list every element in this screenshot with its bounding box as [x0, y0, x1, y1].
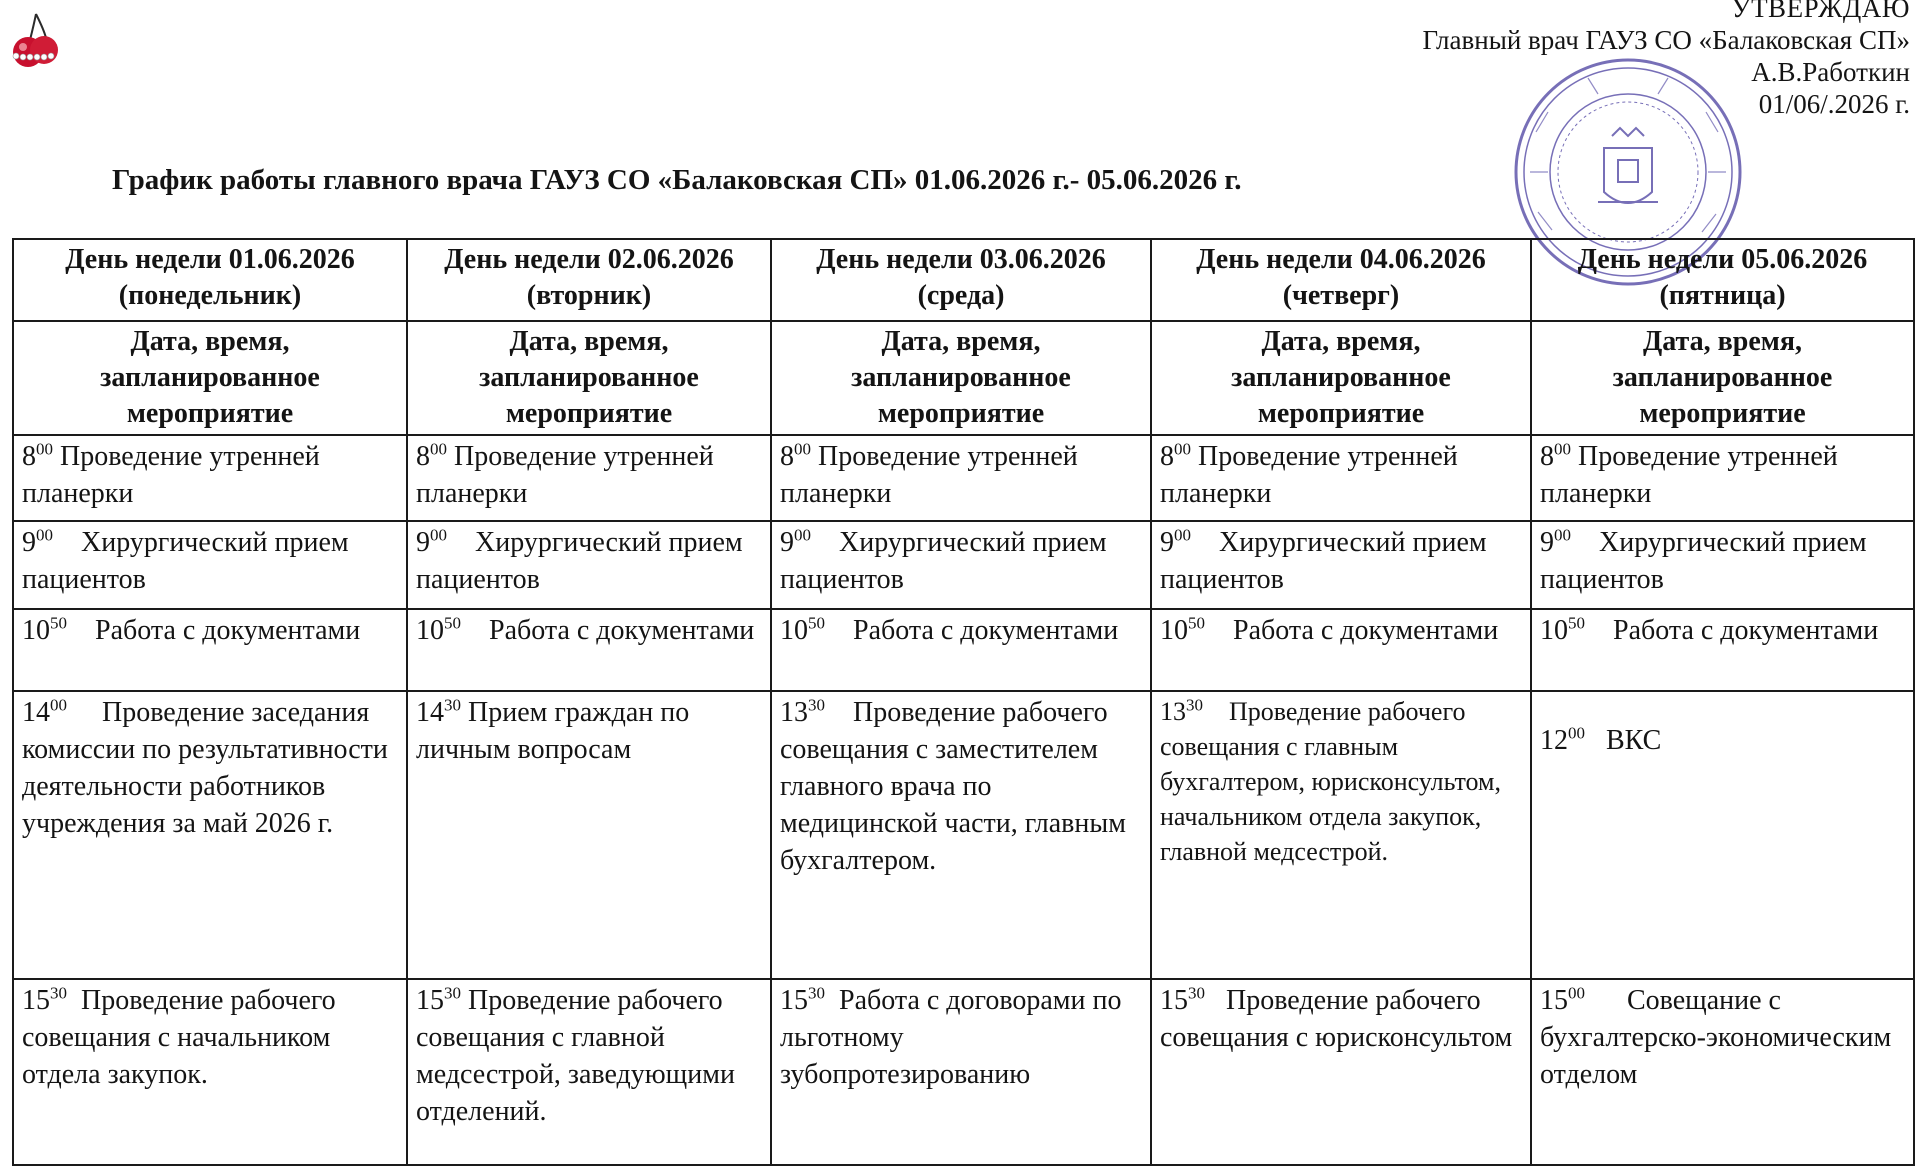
event-cell: [1151, 435, 1531, 521]
event-text: Проведение утренней планерки: [416, 441, 714, 509]
event-time: $15^{30}$: [416, 983, 461, 1016]
event-cell: [13, 435, 407, 521]
cherry-logo-icon: [6, 10, 64, 72]
event-time: $8^{00}$: [22, 439, 53, 472]
day-header: День недели 02.06.2026 (вторник): [407, 239, 771, 321]
event-text: Хирургический прием пациентов: [780, 527, 1107, 595]
document-title: График работы главного врача ГАУЗ СО «Балаковская СП» 01.06.2026 г.- 05.06.2026 г.: [112, 164, 1242, 196]
event-time: $15^{30}$: [780, 983, 825, 1016]
event-text: Проведение заседания комиссии по результативности деятельности работников учреждения за май 2026 г.: [22, 697, 388, 839]
subheader-row: [13, 321, 1914, 435]
event-cell: [1531, 609, 1914, 691]
column-subheader: Дата, время, запланированное мероприятие: [1531, 321, 1914, 435]
event-cell: [1151, 979, 1531, 1165]
event-cell: [407, 691, 771, 979]
column-subheader: Дата, время, запланированное мероприятие: [13, 321, 407, 435]
event-cell: [771, 609, 1151, 691]
event-cell: [13, 979, 407, 1165]
event-text: Проведение рабочего совещания с юрисконсультом: [1160, 985, 1513, 1053]
event-cell: [407, 435, 771, 521]
event-cell: [771, 691, 1151, 979]
event-text: ВКС: [1606, 725, 1662, 756]
event-time: $14^{00}$: [22, 695, 67, 728]
day-header: День недели 05.06.2026 (пятница): [1531, 239, 1914, 321]
day-header: День недели 04.06.2026 (четверг): [1151, 239, 1531, 321]
event-text: Совещание с бухгалтерско-экономическим отделом: [1540, 985, 1892, 1090]
event-cell: [13, 609, 407, 691]
event-time: $9^{00}$: [1540, 525, 1571, 558]
column-subheader: Дата, время, запланированное мероприятие: [407, 321, 771, 435]
event-time: $15^{00}$: [1540, 983, 1585, 1016]
event-cell: [1531, 691, 1914, 979]
event-time: $8^{00}$: [416, 439, 447, 472]
table-row: [13, 435, 1914, 521]
event-time: $9^{00}$: [780, 525, 811, 558]
event-time: $14^{30}$: [416, 695, 461, 728]
event-text: Проведение утренней планерки: [22, 441, 320, 509]
event-time: $9^{00}$: [1160, 525, 1191, 558]
approval-title: УТВЕРЖДАЮ: [1731, 0, 1910, 23]
event-text: Проведение рабочего совещания с главной медсестрой, заведующими отделений.: [416, 985, 735, 1127]
event-cell: [1151, 521, 1531, 609]
approval-position: Главный врач ГАУЗ СО «Балаковская СП»: [1422, 25, 1910, 55]
event-text: Проведение рабочего совещания с начальником отдела закупок.: [22, 985, 336, 1090]
day-header: День недели 01.06.2026 (понедельник): [13, 239, 407, 321]
event-cell: [771, 521, 1151, 609]
table-row: [13, 609, 1914, 691]
event-text: Работа с договорами по льготному зубопротезированию: [780, 985, 1122, 1090]
table-row: [13, 979, 1914, 1165]
event-cell: [1531, 979, 1914, 1165]
event-cell: [771, 435, 1151, 521]
event-text: Проведение утренней планерки: [780, 441, 1078, 509]
event-text: Работа с документами: [853, 615, 1119, 646]
event-time: $13^{30}$: [1160, 695, 1203, 726]
event-time: $9^{00}$: [22, 525, 53, 558]
event-time: $12^{00}$: [1540, 723, 1585, 756]
event-time: $10^{50}$: [1540, 613, 1585, 646]
event-time: $13^{30}$: [780, 695, 825, 728]
event-time: $8^{00}$: [1160, 439, 1191, 472]
event-cell: [13, 691, 407, 979]
column-subheader: Дата, время, запланированное мероприятие: [771, 321, 1151, 435]
event-cell: [407, 521, 771, 609]
event-text: Проведение рабочего совещания с главным бухгалтером, юрисконсультом, начальником отдела закупок, главной медсестрой.: [1160, 697, 1501, 866]
event-text: Прием граждан по личным вопросам: [416, 697, 690, 765]
day-header-row: [13, 239, 1914, 321]
event-time: $10^{50}$: [1160, 613, 1205, 646]
event-time: $10^{50}$: [22, 613, 67, 646]
table-row: [13, 691, 1914, 979]
event-cell: [1151, 609, 1531, 691]
event-text: Работа с документами: [1613, 615, 1879, 646]
table-row: [13, 521, 1914, 609]
event-time: $15^{30}$: [22, 983, 67, 1016]
event-time: $10^{50}$: [780, 613, 825, 646]
event-text: Хирургический прием пациентов: [1540, 527, 1867, 595]
event-text: Работа с документами: [1233, 615, 1499, 646]
event-cell: [1531, 521, 1914, 609]
event-text: Работа с документами: [95, 615, 361, 646]
event-text: Хирургический прием пациентов: [22, 527, 349, 595]
event-time: $8^{00}$: [780, 439, 811, 472]
event-cell: [13, 521, 407, 609]
schedule-table: [12, 238, 1915, 1166]
event-text: Проведение рабочего совещания с заместителем главного врача по медицинской части, главным бухгалтером.: [780, 697, 1126, 876]
approval-name: А.В.Работкин: [1751, 57, 1910, 87]
event-time: $15^{30}$: [1160, 983, 1205, 1016]
event-cell: [1151, 691, 1531, 979]
event-time: $10^{50}$: [416, 613, 461, 646]
event-cell: [771, 979, 1151, 1165]
event-cell: [407, 609, 771, 691]
event-time: $9^{00}$: [416, 525, 447, 558]
event-text: Хирургический прием пациентов: [416, 527, 743, 595]
event-text: Хирургический прием пациентов: [1160, 527, 1487, 595]
event-text: Работа с документами: [489, 615, 755, 646]
event-cell: [407, 979, 771, 1165]
event-time: $8^{00}$: [1540, 439, 1571, 472]
column-subheader: Дата, время, запланированное мероприятие: [1151, 321, 1531, 435]
day-header: День недели 03.06.2026 (среда): [771, 239, 1151, 321]
approval-date: 01/06/.2026 г.: [1758, 89, 1910, 119]
event-text: Проведение утренней планерки: [1160, 441, 1458, 509]
event-cell: [1531, 435, 1914, 521]
event-text: Проведение утренней планерки: [1540, 441, 1838, 509]
